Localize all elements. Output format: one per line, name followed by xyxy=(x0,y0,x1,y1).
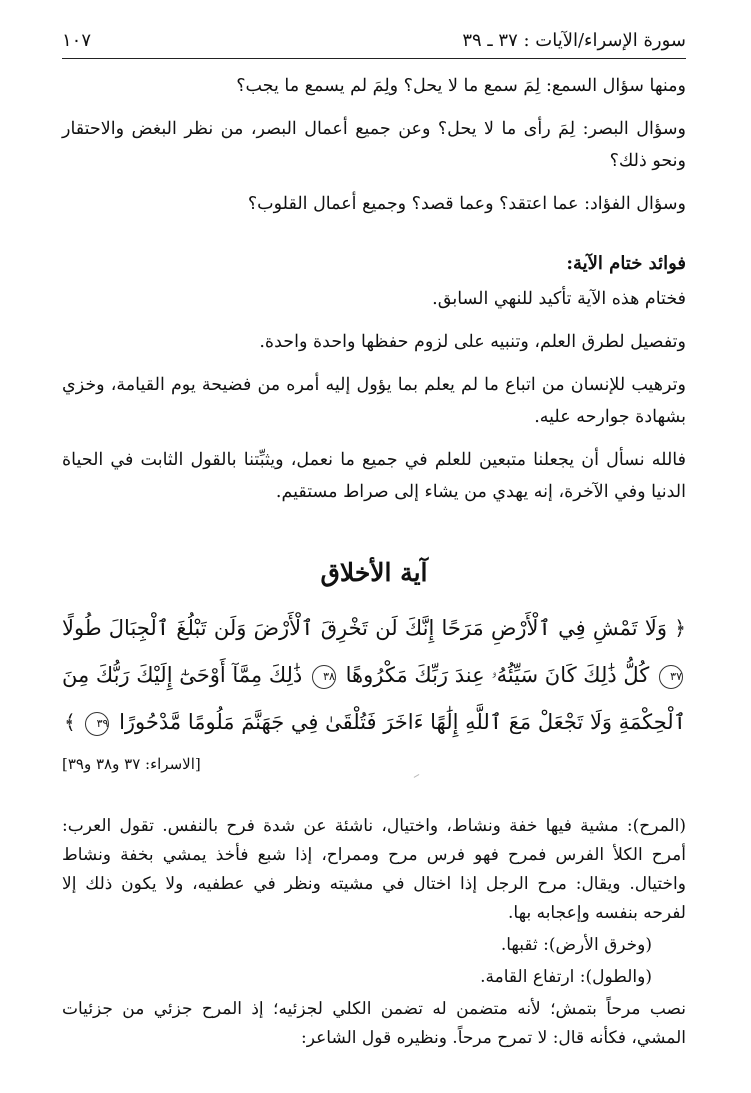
benefits-heading: فوائد ختام الآية: xyxy=(566,253,686,274)
section-title: آية الأخلاق xyxy=(320,558,428,587)
verse-part-1: وَلَا تَمْشِ فِي ٱلْأَرْضِ مَرَحًا إِنَّكَ لَن تَخْرِقَ ٱلْأَرْضَ وَلَن تَبْلُغَ ٱلْجِبَالَ طُولًا xyxy=(62,616,668,640)
explanation-kharq: (وخرق الأرض): ثقبها. xyxy=(500,935,652,955)
verse-part-2: كُلُّ ذَٰلِكَ كَانَ سَيِّئُهُۥ عِندَ رَبِّكَ مَكْرُوهًا xyxy=(345,663,650,687)
ayah-number-marker: ٣٧ xyxy=(659,665,683,689)
ayah-number-marker: ٣٩ xyxy=(85,712,109,736)
explanation-grammar: نصب مرحاً بتمش؛ لأنه متضمن له تضمن الكلي لجزئيه؛ إذ المرح جزئي من جزئيات المشي، فكأنه قال: لا تمرح مرحاً. ونظيره قول الشاعر: xyxy=(62,999,686,1048)
explanation-tool: (والطول): ارتفاع القامة. xyxy=(480,967,652,987)
paragraph-hearing: ومنها سؤال السمع: لِمَ سمع ما لا يحل؟ ولِمَ لم يسمع ما يجب؟ xyxy=(236,76,686,96)
ayah-number-marker: ٣٨ xyxy=(312,665,336,689)
quran-verse xyxy=(62,605,686,746)
page-header xyxy=(62,28,686,59)
paragraph-benefit-2: وتفصيل لطرق العلم، وتنبيه على لزوم حفظها واحدة واحدة. xyxy=(259,332,686,352)
paragraph-benefit-1: فختام هذه الآية تأكيد للنهي السابق. xyxy=(432,289,686,309)
verse-part-3: ذَٰلِكَ مِمَّآ أَوْحَىٰٓ إِلَيْكَ رَبُّكَ مِنَ ٱلْحِكْمَةِ وَلَا تَجْعَلْ مَعَ ٱللَّهِ إِلَٰهًا ءَاخَرَ فَتُلْقَىٰ فِي جَهَنَّمَ مَلُومًا مَّدْحُورًا xyxy=(62,663,686,734)
explanation-marah: (المرح): مشية فيها خفة ونشاط، واختيال، ناشئة عن شدة فرح بالنفس. تقول العرب: أمرح الكلأ الفرس فمرح فهو فرس مرح وممراح، إذا شبع فأخذ يمشي بخفة ونشاط واختيال. ويقال: مرح الرجل إذا اختال في مشيته ونظر في عطفيه، ولا يكون ذلك إلا لفرحه بنفسه وإعجابه بها. xyxy=(62,816,686,923)
verse-open-bracket: ﴿ xyxy=(674,616,686,640)
verse-reference: [الاسراء: ٣٧ و٣٨ و٣٩] xyxy=(62,755,201,773)
paragraph-benefit-3: وترهيب للإنسان من اتباع ما لم يعلم بما يؤول إليه أمره من فضيحة يوم القيامة، وخزي بشهادة جوارحه عليه. xyxy=(62,375,686,427)
page-number: ١٠٧ xyxy=(62,30,92,51)
paragraph-supplication: فالله نسأل أن يجعلنا متبعين للعلم في جميع ما نعمل، ويثبِّتنا بالقول الثابت في الحياة الدنيا وفي الآخرة، إنه يهدي من يشاء إلى صراط مستقيم. xyxy=(62,450,686,502)
verse-close-bracket: ﴾ xyxy=(63,710,76,734)
page-body xyxy=(62,70,686,1053)
paragraph-heart: وسؤال الفؤاد: عما اعتقد؟ وعما قصد؟ وجميع أعمال القلوب؟ xyxy=(247,194,686,214)
running-title: سورة الإسراء/الآيات : ٣٧ ـ ٣٩ xyxy=(462,30,686,51)
paragraph-sight: وسؤال البصر: لِمَ رأى ما لا يحل؟ وعن جميع أعمال البصر، من نظر البغض والاحتقار ونحو ذلك؟ xyxy=(62,119,686,171)
